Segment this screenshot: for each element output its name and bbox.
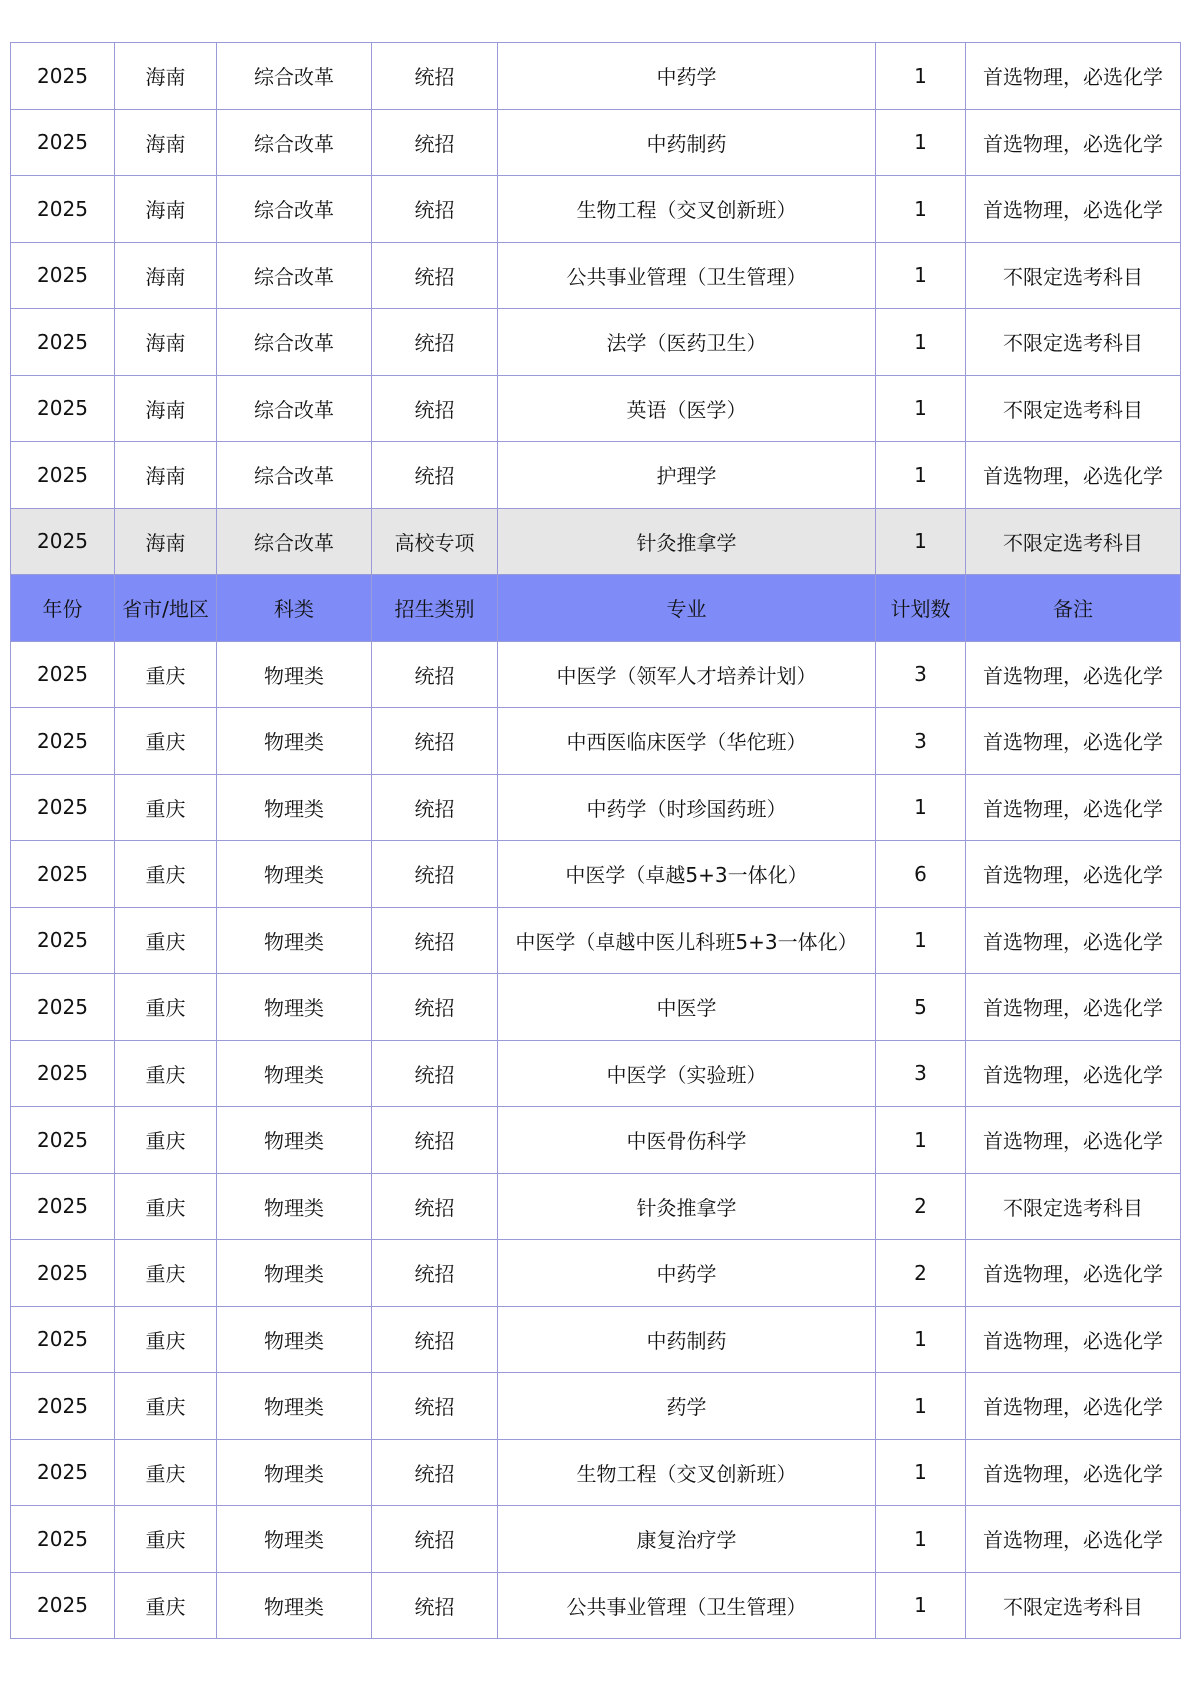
category-cell: 物理类 [217,1373,372,1440]
region-cell: 海南 [115,43,217,110]
table-row [11,974,1181,1041]
plan-count-cell: 1 [876,309,966,376]
plan-count-cell: 1 [876,176,966,243]
year-cell: 2025 [11,375,115,442]
plan-count-cell: 5 [876,974,966,1041]
table-row [11,841,1181,908]
enroll-type-cell: 统招 [372,1572,498,1639]
table-row [11,1173,1181,1240]
category-cell: 物理类 [217,1173,372,1240]
enroll-type-cell: 统招 [372,907,498,974]
enroll-type-cell: 统招 [372,375,498,442]
note-cell: 不限定选考科目 [966,1173,1181,1240]
plan-count-cell: 1 [876,1572,966,1639]
table-row [11,641,1181,708]
category-cell: 物理类 [217,1107,372,1174]
major-cell: 中药学（时珍国药班） [498,774,876,841]
region-cell: 重庆 [115,974,217,1041]
admission-plan-table [10,42,1181,1639]
category-cell: 综合改革 [217,176,372,243]
note-cell: 首选物理，必选化学 [966,1306,1181,1373]
region-cell: 海南 [115,442,217,509]
major-cell: 公共事业管理（卫生管理） [498,242,876,309]
enroll-type-cell: 统招 [372,641,498,708]
note-cell: 首选物理，必选化学 [966,109,1181,176]
note-cell: 首选物理，必选化学 [966,641,1181,708]
enroll-type-cell: 统招 [372,841,498,908]
major-cell: 针灸推拿学 [498,508,876,575]
category-cell: 物理类 [217,841,372,908]
table-row [11,1373,1181,1440]
table-row [11,1040,1181,1107]
region-cell: 重庆 [115,708,217,775]
region-cell: 重庆 [115,774,217,841]
enroll-type-cell: 统招 [372,442,498,509]
year-cell: 2025 [11,1306,115,1373]
plan-count-cell: 1 [876,442,966,509]
category-cell: 综合改革 [217,508,372,575]
major-cell: 生物工程（交叉创新班） [498,1439,876,1506]
note-cell: 首选物理，必选化学 [966,442,1181,509]
note-cell: 首选物理，必选化学 [966,1439,1181,1506]
year-cell: 2025 [11,1173,115,1240]
category-cell: 物理类 [217,774,372,841]
plan-count-cell: 3 [876,1040,966,1107]
plan-count-cell: 1 [876,1107,966,1174]
category-cell: 综合改革 [217,442,372,509]
year-cell: 2025 [11,309,115,376]
region-cell: 重庆 [115,1306,217,1373]
table-row [11,1107,1181,1174]
enroll-type-cell: 统招 [372,1173,498,1240]
region-cell: 重庆 [115,1572,217,1639]
major-cell: 药学 [498,1373,876,1440]
major-cell: 中医学（卓越5+3一体化） [498,841,876,908]
header-region-cell: 省市/地区 [115,575,217,642]
year-cell: 2025 [11,508,115,575]
plan-count-cell: 1 [876,1373,966,1440]
year-cell: 2025 [11,1107,115,1174]
category-cell: 物理类 [217,641,372,708]
category-cell: 综合改革 [217,109,372,176]
year-cell: 2025 [11,641,115,708]
major-cell: 中医学（卓越中医儿科班5+3一体化） [498,907,876,974]
major-cell: 中医学（实验班） [498,1040,876,1107]
table-row [11,1240,1181,1307]
header-year-cell: 年份 [11,575,115,642]
major-cell: 生物工程（交叉创新班） [498,176,876,243]
note-cell: 首选物理，必选化学 [966,1240,1181,1307]
category-cell: 物理类 [217,1506,372,1573]
year-cell: 2025 [11,1439,115,1506]
note-cell: 首选物理，必选化学 [966,176,1181,243]
enroll-type-cell: 统招 [372,774,498,841]
note-cell: 不限定选考科目 [966,508,1181,575]
table-row [11,1439,1181,1506]
major-cell: 针灸推拿学 [498,1173,876,1240]
note-cell: 首选物理，必选化学 [966,841,1181,908]
note-cell: 首选物理，必选化学 [966,43,1181,110]
table-row [11,708,1181,775]
note-cell: 不限定选考科目 [966,309,1181,376]
plan-count-cell: 3 [876,708,966,775]
note-cell: 首选物理，必选化学 [966,907,1181,974]
plan-count-cell: 1 [876,508,966,575]
plan-count-cell: 2 [876,1173,966,1240]
year-cell: 2025 [11,1506,115,1573]
plan-count-cell: 2 [876,1240,966,1307]
region-cell: 重庆 [115,1373,217,1440]
year-cell: 2025 [11,242,115,309]
table-row [11,109,1181,176]
plan-count-cell: 1 [876,1506,966,1573]
enroll-type-cell: 统招 [372,1040,498,1107]
enroll-type-cell: 统招 [372,1306,498,1373]
category-cell: 物理类 [217,974,372,1041]
table-row [11,1306,1181,1373]
plan-count-cell: 1 [876,774,966,841]
table-row [11,242,1181,309]
region-cell: 重庆 [115,1240,217,1307]
major-cell: 中医学 [498,974,876,1041]
year-cell: 2025 [11,43,115,110]
note-cell: 首选物理，必选化学 [966,708,1181,775]
note-cell: 首选物理，必选化学 [966,1040,1181,1107]
enroll-type-cell: 高校专项 [372,508,498,575]
category-cell: 综合改革 [217,375,372,442]
year-cell: 2025 [11,1240,115,1307]
category-cell: 综合改革 [217,309,372,376]
major-cell: 中医学（领军人才培养计划） [498,641,876,708]
region-cell: 重庆 [115,1439,217,1506]
year-cell: 2025 [11,774,115,841]
major-cell: 中药学 [498,43,876,110]
table-body [11,43,1181,1639]
plan-count-cell: 1 [876,375,966,442]
category-cell: 物理类 [217,1306,372,1373]
major-cell: 公共事业管理（卫生管理） [498,1572,876,1639]
table-row [11,375,1181,442]
major-cell: 护理学 [498,442,876,509]
plan-count-cell: 1 [876,1439,966,1506]
category-cell: 物理类 [217,907,372,974]
table-header-row [11,575,1181,642]
enroll-type-cell: 统招 [372,974,498,1041]
note-cell: 不限定选考科目 [966,1572,1181,1639]
plan-count-cell: 1 [876,43,966,110]
region-cell: 海南 [115,309,217,376]
year-cell: 2025 [11,708,115,775]
region-cell: 重庆 [115,1173,217,1240]
region-cell: 海南 [115,508,217,575]
year-cell: 2025 [11,1572,115,1639]
region-cell: 重庆 [115,1506,217,1573]
major-cell: 康复治疗学 [498,1506,876,1573]
plan-count-cell: 1 [876,242,966,309]
major-cell: 中医骨伤科学 [498,1107,876,1174]
header-category-cell: 科类 [217,575,372,642]
major-cell: 英语（医学） [498,375,876,442]
table-row [11,774,1181,841]
category-cell: 物理类 [217,708,372,775]
table-row [11,43,1181,110]
year-cell: 2025 [11,1373,115,1440]
table-row-highlighted [11,508,1181,575]
region-cell: 海南 [115,242,217,309]
year-cell: 2025 [11,841,115,908]
enroll-type-cell: 统招 [372,1439,498,1506]
major-cell: 中西医临床医学（华佗班） [498,708,876,775]
table-row [11,1572,1181,1639]
region-cell: 重庆 [115,1040,217,1107]
enroll-type-cell: 统招 [372,1240,498,1307]
region-cell: 重庆 [115,641,217,708]
enroll-type-cell: 统招 [372,109,498,176]
note-cell: 首选物理，必选化学 [966,774,1181,841]
table-row [11,1506,1181,1573]
category-cell: 物理类 [217,1439,372,1506]
enroll-type-cell: 统招 [372,309,498,376]
year-cell: 2025 [11,109,115,176]
plan-count-cell: 1 [876,109,966,176]
category-cell: 综合改革 [217,242,372,309]
major-cell: 中药学 [498,1240,876,1307]
header-note-cell: 备注 [966,575,1181,642]
region-cell: 重庆 [115,841,217,908]
enroll-type-cell: 统招 [372,43,498,110]
category-cell: 物理类 [217,1572,372,1639]
header-enroll-type-cell: 招生类别 [372,575,498,642]
category-cell: 综合改革 [217,43,372,110]
enroll-type-cell: 统招 [372,1373,498,1440]
plan-count-cell: 6 [876,841,966,908]
major-cell: 中药制药 [498,109,876,176]
year-cell: 2025 [11,1040,115,1107]
note-cell: 不限定选考科目 [966,242,1181,309]
note-cell: 首选物理，必选化学 [966,1373,1181,1440]
table-row [11,442,1181,509]
enroll-type-cell: 统招 [372,242,498,309]
year-cell: 2025 [11,442,115,509]
region-cell: 重庆 [115,1107,217,1174]
major-cell: 中药制药 [498,1306,876,1373]
table-row [11,907,1181,974]
year-cell: 2025 [11,907,115,974]
header-major-cell: 专业 [498,575,876,642]
year-cell: 2025 [11,176,115,243]
region-cell: 重庆 [115,907,217,974]
region-cell: 海南 [115,109,217,176]
header-plan-count-cell: 计划数 [876,575,966,642]
year-cell: 2025 [11,974,115,1041]
enroll-type-cell: 统招 [372,176,498,243]
note-cell: 不限定选考科目 [966,375,1181,442]
major-cell: 法学（医药卫生） [498,309,876,376]
note-cell: 首选物理，必选化学 [966,1107,1181,1174]
enroll-type-cell: 统招 [372,1506,498,1573]
plan-count-cell: 3 [876,641,966,708]
category-cell: 物理类 [217,1240,372,1307]
plan-count-cell: 1 [876,1306,966,1373]
enroll-type-cell: 统招 [372,1107,498,1174]
table-row [11,176,1181,243]
category-cell: 物理类 [217,1040,372,1107]
note-cell: 首选物理，必选化学 [966,1506,1181,1573]
region-cell: 海南 [115,176,217,243]
region-cell: 海南 [115,375,217,442]
table-row [11,309,1181,376]
plan-count-cell: 1 [876,907,966,974]
note-cell: 首选物理，必选化学 [966,974,1181,1041]
enroll-type-cell: 统招 [372,708,498,775]
